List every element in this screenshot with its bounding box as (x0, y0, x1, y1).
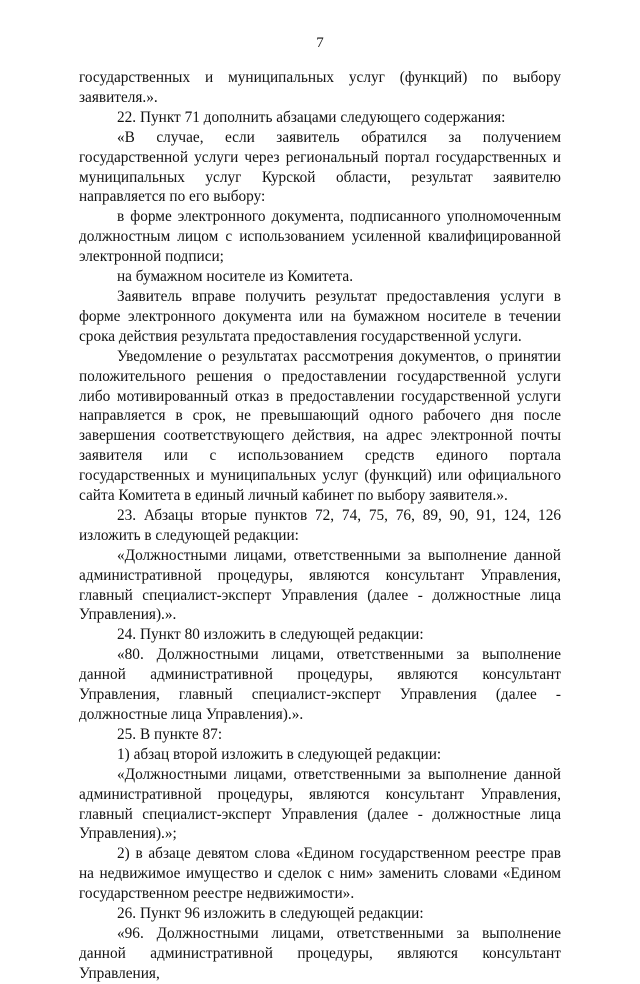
paragraph-item-25-1-text: «Должностными лицами, ответственными за выполнение данной административной процедуры, являются консультант Управления, главный специалист-эксперт Управления (далее - должностные лица Управления).»; (79, 765, 561, 843)
paragraph-paper-carrier: на бумажном носителе из Комитета. (117, 268, 354, 286)
paragraph-portal-result: «В случае, если заявитель обратился за получением государственной услуги через региональный портал государственных и муниципальных услуг Курской области, результат заявителю направляется по его выбору: (79, 128, 561, 206)
page-number: 7 (316, 35, 324, 51)
paragraph-applicant-right: Заявитель вправе получить результат предоставления услуги в форме электронного документа или на бумажном носителе в течении срока действия результата предоставления государственной услуги. (79, 287, 561, 345)
paragraph-item-26-text: «96. Должностными лицами, ответственными за выполнение данной административной процедуры, являются консультант Управления, (79, 924, 561, 982)
paragraph-item-24-text: «80. Должностными лицами, ответственными за выполнение данной административной процедуры, являются консультант Управления, главный специалист-эксперт Управления (далее - должностные лица Управления).». (79, 646, 561, 723)
paragraph-item-25-1: 1) абзац второй изложить в следующей редакции: (117, 745, 442, 763)
paragraph-item-23: 23. Абзацы вторые пунктов 72, 74, 75, 76, 89, 90, 91, 124, 126 изложить в следующей редакции: (79, 506, 561, 544)
paragraph-electronic-document: в форме электронного документа, подписанного уполномоченным должностным лицом с использованием усиленной квалифицированной электронной подписи; (79, 208, 561, 266)
document-body (79, 68, 561, 984)
paragraph-item-24: 24. Пункт 80 изложить в следующей редакции: (117, 626, 424, 644)
paragraph-item-22: 22. Пункт 71 дополнить абзацами следующего содержания: (117, 108, 506, 126)
paragraph-item-23-text: «Должностными лицами, ответственными за выполнение данной административной процедуры, являются консультант Управления, главный специалист-эксперт Управления (далее - должностные лица Управления).». (79, 546, 561, 624)
paragraph-item-25-2: 2) в абзаце девятом слова «Едином государственном реестре прав на недвижимое имущество и сделок с ним» заменить словами «Едином государственном реестре недвижимости». (79, 845, 561, 903)
paragraph-continuation: государственных и муниципальных услуг (функций) по выбору заявителя.». (79, 69, 561, 106)
paragraph-item-25: 25. В пункте 87: (117, 725, 223, 743)
paragraph-notification: Уведомление о результатах рассмотрения документов, о принятии положительного решения о предоставлении государственной услуги либо мотивированный отказ в предоставлении государственной услуги направляется в срок, не превышающий одного рабочего дня после завершения соответствующего действия, на адрес электронной почты заявителя или с использованием средств единого портала государственных и муниципальных услуг (функций) или официального сайта Комитета в единый личный кабинет по выбору заявителя.». (79, 347, 561, 505)
paragraph-item-26: 26. Пункт 96 изложить в следующей редакции: (117, 905, 424, 923)
